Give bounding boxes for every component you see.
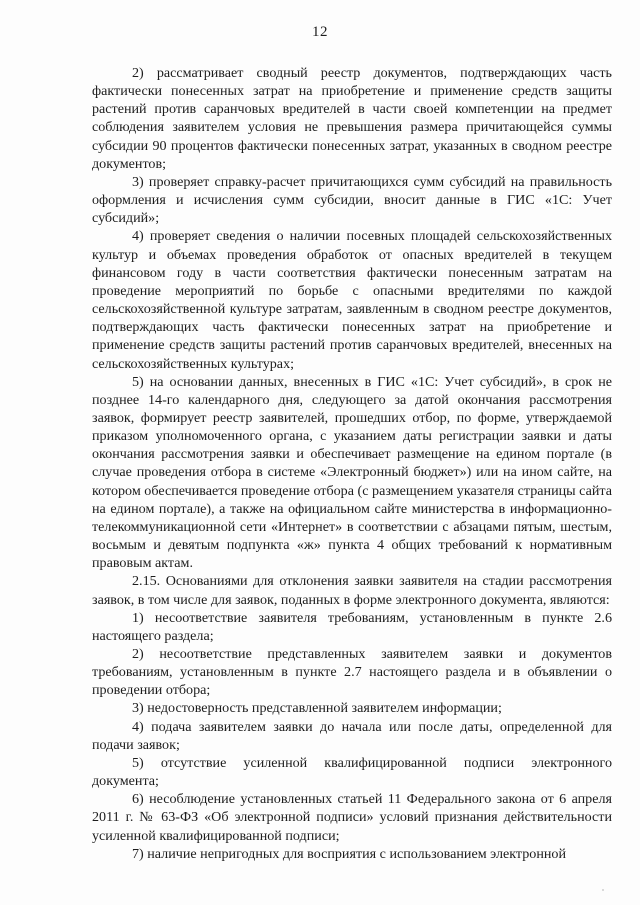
rejection-reason-5: 5) отсутствие усиленной квалифицированной подписи электронного документа; xyxy=(92,754,612,790)
section-2-15-heading: 2.15. Основаниями для отклонения заявки заявителя на стадии рассмотрения заявок, в том числе для заявок, поданных в форме электронного документа, являются: xyxy=(92,573,612,608)
paragraph-3: 3) проверяет справку-расчет причитающихся сумм субсидий на правильность оформления и исчисления сумм субсидии, вносит данные в ГИС «1С: Учет субсидий»; xyxy=(92,173,612,227)
scan-speck xyxy=(602,889,604,891)
rejection-reason-1: 1) несоответствие заявителя требованиям, установленным в пункте 2.6 настоящего раздела; xyxy=(92,609,612,644)
rejection-reason-2: 2) несоответствие представленных заявителем заявки и документов требованиям, установленным в пункте 2.7 настоящего раздела и в объявлении о проведении отбора; xyxy=(92,646,612,699)
paragraph-4: 4) проверяет сведения о наличии посевных площадей сельскохозяйственных культур и объемах проведения обработок от опасных вредителей в текущем финансовом году в части соответствия фактически понесенным затратам на проведение мероприятий по борьбе с опасными вредителями по каждой сельскохозяйственной культуре затратам, заявленным в сводном реестре документов, подтверждающих часть фактически понесенных затрат на приобретение и применение средств защиты растений против саранчовых вредителей, внесенных на сельскохозяйственных культурах; xyxy=(92,228,612,372)
rejection-reason-7: 7) наличие непригодных для восприятия с использованием электронной xyxy=(132,845,566,862)
document-body xyxy=(92,64,612,863)
rejection-reason-3: 3) недостоверность представленной заявителем информации; xyxy=(132,700,502,717)
paragraph-5: 5) на основании данных, внесенных в ГИС «1С: Учет субсидий», в срок не позднее 14-го календарного дня, следующего за датой окончания рассмотрения заявок, формирует реестр заявителей, прошедших отбор, по форме, утверждаемой приказом уполномоченного органа, с указанием даты регистрации заявки и даты окончания рассмотрения заявки и обеспечивает размещение на едином портале (в случае проведения отбора в системе «Электронный бюджет») или на ином сайте, на котором обеспечивается проведение отбора (с размещением указателя страницы сайта на едином портале), а также на официальном сайте министерства в информационно-телекоммуникационной сети «Интернет» в соответствии с абзацами пятым, шестым, восьмым и девятым подпункта «ж» пункта 4 общих требований к нормативным правовым актам. xyxy=(92,373,612,572)
paragraph-2: 2) рассматривает сводный реестр документов, подтверждающих часть фактически понесенных затрат на приобретение и применение средств защиты растений против саранчовых вредителей в части своей компетенции на предмет соблюдения заявителем условия не превышения размера причитающейся суммы субсидии 90 процентов фактически понесенных затрат, указанных в сводном реестре документов; xyxy=(92,65,612,172)
rejection-reason-6: 6) несоблюдение установленных статьей 11 Федерального закона от 6 апреля 2011 г. № 63-ФЗ «Об электронной подписи» условий признания действительности усиленной квалифицированной подписи; xyxy=(92,791,612,844)
rejection-reason-4: 4) подача заявителем заявки до начала или после даты, определенной для подачи заявок; xyxy=(92,718,612,753)
page-number: 12 xyxy=(312,24,328,40)
